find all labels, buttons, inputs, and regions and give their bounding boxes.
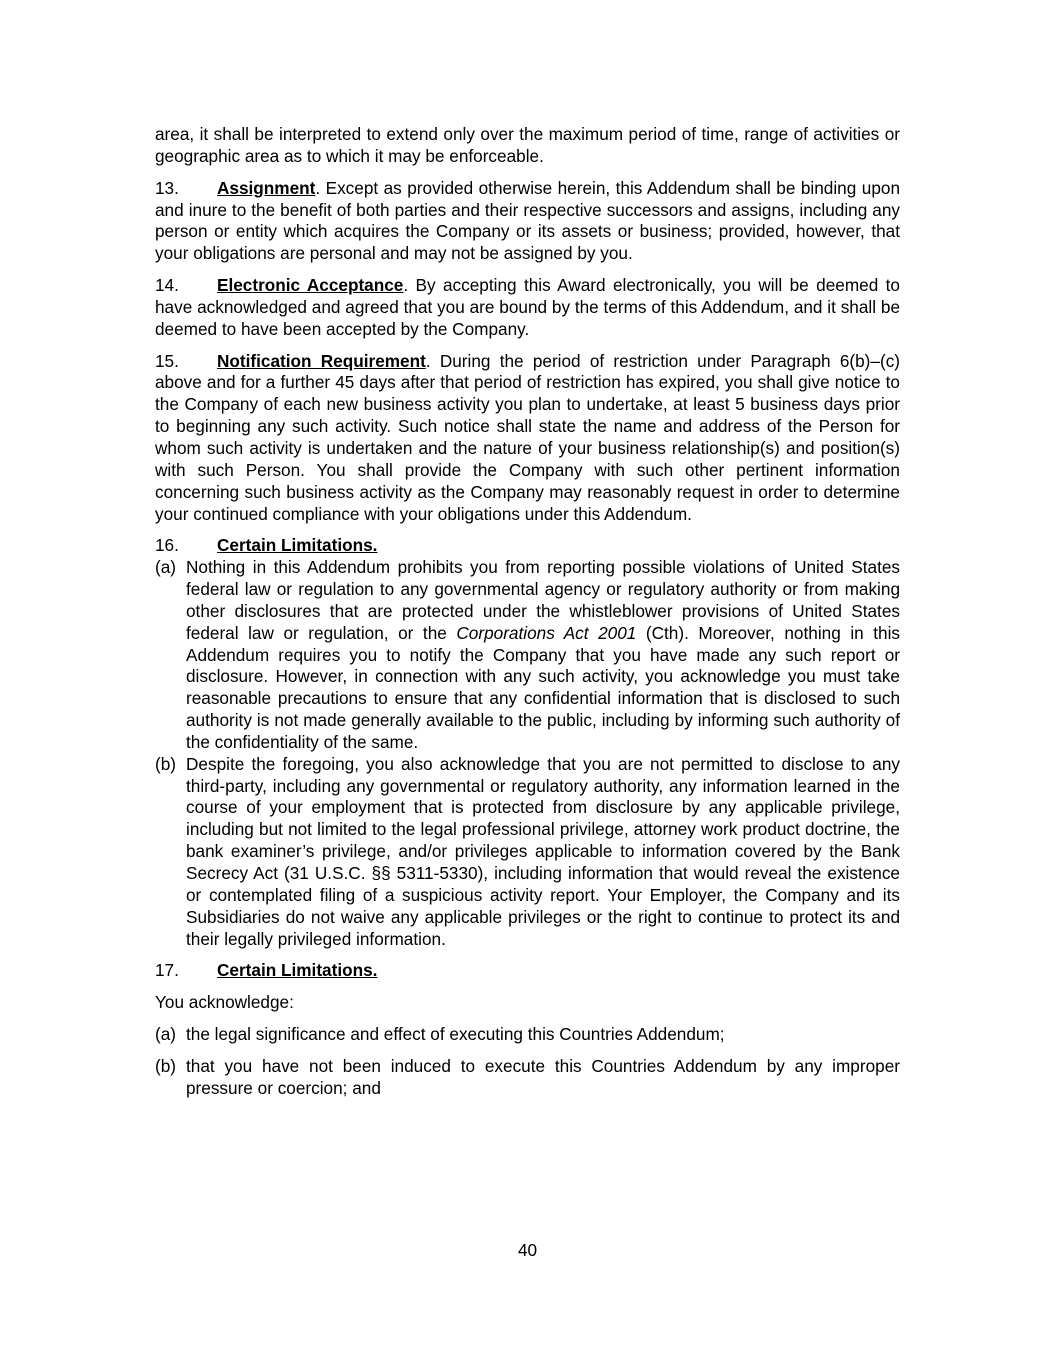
section-13-heading: Assignment [217, 177, 316, 198]
section-16-item-b-text: Despite the foregoing, you also acknowledge that you are not permitted to disclose to any third-party, including any governmental or regulatory authority, any information learned in the course of your employment that is protected from disclosure by any applicable privilege, including but not limited to the legal professional privilege, attorney work product doctrine, the bank examiner’s privilege, and/or privileges applicable to information covered by the Bank Secrecy Act (31 U.S.C. §§ 5311-5330), including information that would reveal the existence or contemplated filing of a suspicious activity report. Your Employer, the Company and its Subsidiaries do not waive any applicable privileges or the right to continue to protect its and their legally privileged information. [186, 753, 900, 949]
section-16-number: 16. [155, 535, 179, 556]
section-16-item-a-text [186, 557, 900, 754]
section-17-item-b-text: that you have not been induced to execute this Countries Addendum by any improper pressure or coercion; and [186, 1055, 900, 1098]
section-16-item-b-label: (b) [155, 753, 177, 774]
intro-paragraph: area, it shall be interpreted to extend only over the maximum period of time, range of activities or geographic area as to which it may be enforceable. [155, 124, 900, 166]
section-14 [155, 275, 900, 341]
section-15-heading: Notification Requirement [217, 350, 426, 371]
section-17-lead: You acknowledge: [155, 992, 294, 1013]
section-15-body: . During the period of restriction under Paragraph 6(b)–(c) above and for a further 45 days after that period of restriction has expired, you shall give notice to the Company of each new business activity you plan to undertake, at least 5 business days prior to beginning any such activity. Such notice shall state the name and address of the Person for whom such activity is undertaken and the nature of your business relationship(s) and position(s) with such Person. You shall provide the Company with such other pertinent information concerning such business activity as the Company may reasonably request in order to determine your continued compliance with your obligations under this Addendum. [155, 350, 901, 524]
section-16-title [155, 535, 900, 557]
section-17-title [155, 960, 900, 982]
section-17-item-b-label: (b) [155, 1055, 177, 1076]
section-15-number: 15. [155, 350, 179, 371]
section-13 [155, 178, 900, 265]
section-14-number: 14. [155, 275, 179, 296]
section-13-number: 13. [155, 177, 179, 198]
section-16-item-b [155, 754, 900, 951]
section-16-heading: Certain Limitations. [217, 535, 378, 556]
document-page [155, 124, 900, 1100]
section-13-body: . Except as provided otherwise herein, this Addendum shall be binding upon and inure to the benefit of both parties and their respective successors and assigns, including any person or entity which acquires the Company or its assets or business; provided, however, that your obligations are personal and may not be assigned by you. [155, 177, 900, 264]
section-17-item-b [155, 1056, 900, 1100]
section-16-item-a-label: (a) [155, 557, 177, 578]
section-16-item-a-text-after: (Cth). Moreover, nothing in this Addendum requires you to notify the Company that you have made any such report or disclosure. However, in connection with any such activity, you acknowledge you must take reasonable precautions to ensure that any confidential information that is disclosed to such authority is not made generally available to the public, including by informing such authority of the confidentiality of the same. [186, 622, 900, 752]
corporations-act-title: Corporations Act 2001 [456, 622, 637, 643]
section-14-body: . By accepting this Award electronically, you will be deemed to have acknowledged and agreed that you are bound by the terms of this Addendum, and it shall be deemed to have been accepted by the Company. [155, 275, 900, 339]
section-17-number: 17. [155, 960, 179, 981]
section-17-heading: Certain Limitations. [217, 960, 378, 981]
section-16-item-a [155, 557, 900, 754]
section-15 [155, 351, 900, 526]
section-17-item-a-text: the legal significance and effect of executing this Countries Addendum; [186, 1024, 725, 1045]
section-16-item-a-text-before: Nothing in this Addendum prohibits you from reporting possible violations of United States federal law or regulation to any governmental agency or regulatory authority or from making other disclosures that are protected under the whistleblower provisions of United States federal law or regulation, or the [186, 557, 900, 643]
section-14-heading: Electronic Acceptance [217, 275, 404, 296]
page-number: 40 [517, 1240, 538, 1260]
section-17-item-a [155, 1024, 900, 1046]
section-17-item-a-label: (a) [155, 1024, 177, 1045]
